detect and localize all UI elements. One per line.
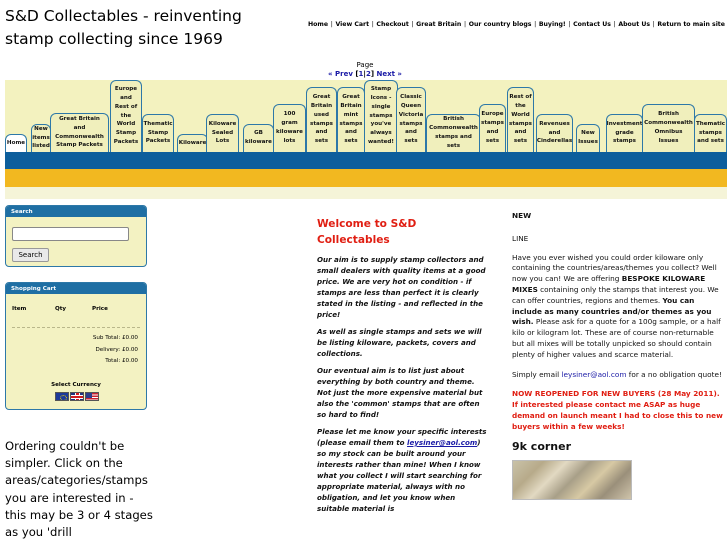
- site-title-line-1: S&D Collectables - reinventing: [5, 7, 242, 25]
- category-tab-revenues-and-cinderellas[interactable]: [536, 114, 573, 152]
- pager-prev-link[interactable]: « Prev: [328, 70, 353, 78]
- category-tab-label-line: Great: [312, 94, 331, 101]
- email-text: for a no obligation quote!: [626, 369, 722, 379]
- top-nav-link-great-britain[interactable]: Great Britain: [416, 21, 462, 28]
- top-nav-separator: |: [463, 21, 467, 28]
- category-tab-label-line: Commonwealth: [644, 120, 693, 127]
- site-title-line-2: stamp collecting since 1969: [5, 30, 223, 48]
- cart-sub-total: Sub Total: £0.00: [92, 335, 138, 341]
- category-tab-label-line: Rest of: [114, 103, 138, 110]
- site-title: [5, 5, 305, 51]
- welcome-paragraph: Our eventual aim is to list just about everything by both country and theme. Not just the more expensive material but also the 'common' stamps that are often so hard to find!: [317, 366, 483, 419]
- category-tab-label-line: Commonwealth: [55, 133, 104, 140]
- top-nav-link-about-us[interactable]: About Us: [618, 21, 651, 28]
- category-tab-label-line: and: [345, 129, 357, 136]
- category-tab-british-commonwealth-omnibus-issues[interactable]: [642, 104, 695, 152]
- search-button[interactable]: Search: [12, 248, 49, 262]
- category-tab-label-line: sets: [446, 142, 461, 149]
- pager-bracket: ]: [370, 70, 375, 78]
- category-tab-label-line: kiloware: [245, 139, 272, 145]
- shopping-cart-panel: [5, 282, 147, 410]
- category-tab-100-gram-kiloware-lots[interactable]: [273, 104, 306, 152]
- category-tab-label-line: Thematic: [695, 120, 726, 127]
- select-currency-label: Select Currency: [51, 382, 101, 388]
- category-tab-investment-grade-stamps[interactable]: [606, 114, 643, 152]
- category-tab-label-line: Stamp: [147, 129, 169, 136]
- email-link[interactable]: leysiner@aol.com: [407, 438, 478, 447]
- category-tab-label-line: stamps: [481, 120, 504, 127]
- category-tab-label-line: and sets: [697, 138, 724, 145]
- category-tab-label-line: stamps and: [435, 134, 472, 140]
- category-tab-label-line: gram: [281, 120, 298, 127]
- bespoke-paragraph: [512, 253, 724, 361]
- category-tab-label-line: Lots: [215, 138, 230, 145]
- top-nav-separator: |: [411, 21, 414, 28]
- category-tab-label-line: Stamp: [370, 86, 392, 93]
- 9k-corner-heading: 9k corner: [512, 439, 572, 453]
- bespoke-text-bold: BESPOKE KILOWARE MIXES: [512, 274, 706, 294]
- top-nav-link-contact-us[interactable]: Contact Us: [573, 21, 611, 28]
- stamps-photo: [512, 460, 632, 500]
- top-nav-separator: |: [568, 21, 571, 28]
- cart-total: Total: £0.00: [105, 358, 138, 364]
- category-tab-thematic-stamp-packets[interactable]: [142, 114, 174, 152]
- category-tab-label-line: and: [73, 124, 86, 131]
- category-tab-label-line: stamps: [613, 138, 636, 145]
- category-tab-label-line: grade: [615, 129, 634, 136]
- category-tab-label-line: Queen: [400, 102, 422, 109]
- bespoke-text-bold: You can include as many countries and/or themes as you wish.: [512, 295, 712, 327]
- category-tab-label-line: Kiloware: [178, 139, 207, 146]
- category-tab-label-line: stamps: [509, 120, 532, 127]
- email-paragraph: [512, 370, 724, 381]
- top-nav-separator: |: [652, 21, 655, 28]
- category-tab-label-line: stamps: [310, 120, 333, 127]
- cart-delivery: Delivery: £0.00: [95, 347, 138, 353]
- welcome-section: [317, 217, 489, 520]
- top-nav-link-our-country-blogs[interactable]: Our country blogs: [468, 21, 532, 28]
- category-tab-kiloware-sealed-lots[interactable]: [206, 114, 239, 152]
- category-tab-label-line: stamps: [399, 120, 423, 127]
- category-tab-label-line: 100: [283, 111, 296, 118]
- category-tab-label-line: listed: [32, 143, 50, 150]
- category-tab-label-line: Classic: [400, 94, 422, 101]
- welcome-title: Welcome to S&D Collectables: [317, 218, 417, 246]
- category-tab-bar: [5, 80, 727, 152]
- bespoke-text: Have you ever wished you could order kiloware only containing the countries/areas/themes you collect? Well now you can! We are offering: [512, 252, 717, 284]
- category-tab-label-line: New: [34, 125, 48, 132]
- email-link[interactable]: leysiner@aol.com: [561, 369, 627, 379]
- category-tab-classic-queen-victoria-stamps-and-sets[interactable]: [396, 87, 426, 152]
- category-tab-label-line: sets: [404, 138, 418, 145]
- category-tab-label-line: Europe: [114, 86, 138, 93]
- category-tab-label-line: Kiloware: [208, 120, 237, 127]
- uk-flag-icon[interactable]: [70, 392, 84, 401]
- category-tab-great-britain-mint-stamps-and-sets[interactable]: [337, 87, 365, 152]
- category-tab-label-line: you've: [370, 121, 392, 128]
- category-tab-great-britain-used-stamps-and-sets[interactable]: [306, 87, 337, 152]
- category-tab-label-line: GB: [254, 130, 263, 137]
- pager-label: Page: [356, 61, 374, 69]
- category-tab-label-line: Great Britain: [59, 115, 100, 122]
- category-tab-label-line: British: [443, 116, 464, 123]
- cart-divider: [12, 327, 140, 328]
- category-tab-rest-of-the-world-stamps-and-sets[interactable]: [507, 87, 534, 152]
- category-tab-label-line: stamps: [339, 120, 363, 127]
- pager-pipe: |: [363, 70, 366, 78]
- category-tab-label-line: always: [370, 130, 392, 137]
- category-tab-label-line: Britain: [340, 102, 362, 109]
- category-tab-label-line: kiloware: [276, 129, 303, 135]
- pager-next-link[interactable]: Next »: [376, 70, 402, 78]
- category-tab-label-line: and: [514, 129, 527, 136]
- category-tab-label-line: sets: [314, 138, 329, 145]
- category-tab-label-line: Cinderellas: [536, 138, 573, 145]
- top-nav: [308, 21, 725, 28]
- category-tab-label-line: World: [511, 111, 530, 118]
- category-tab-label-line: Investment: [606, 120, 643, 127]
- category-tab-label-line: and: [548, 129, 561, 136]
- welcome-paragraph: [317, 426, 489, 514]
- top-nav-link-checkout[interactable]: Checkout: [376, 21, 409, 28]
- cart-col-price: Price: [92, 306, 108, 312]
- category-tab-label-line: the: [515, 102, 526, 109]
- welcome-paragraph: As well as single stamps and sets we will be listing kiloware, packets, covers and collections.: [317, 327, 482, 358]
- category-tab-label-line: single: [371, 103, 391, 110]
- pager: [300, 61, 430, 79]
- category-tab-label-line: lots: [283, 137, 296, 144]
- category-tab-label-line: Sealed: [211, 129, 234, 136]
- category-tab-label-line: sets: [485, 137, 500, 144]
- new-label: NEW: [512, 211, 532, 220]
- category-tab-label-line: Stamp Packets: [56, 142, 103, 149]
- top-nav-separator: |: [371, 21, 374, 28]
- category-tab-stamp-icons-single-stamps-you-ve-always-wanted[interactable]: [364, 80, 398, 152]
- category-tab-great-britain-and-commonwealth-stamp-packets[interactable]: [50, 113, 109, 152]
- category-tab-thematic-stamps-and-sets[interactable]: [694, 114, 727, 152]
- category-tab-label-line: Rest of: [509, 94, 532, 101]
- category-tab-label-line: items: [32, 134, 50, 141]
- category-tab-label-line: British: [658, 111, 679, 118]
- header-yellow-band: [5, 169, 727, 187]
- top-nav-link-home[interactable]: Home: [308, 21, 329, 28]
- welcome-paragraph: Our aim is to supply stamp collectors and small dealers with quality items at a good price. We are very hot on condition - if stamps are less than perfect it is clearly stated in the listing - and reflected in the price!: [317, 255, 486, 319]
- line-label: LINE: [512, 233, 529, 243]
- welcome-text: ) so my stock can be built around your interests rather than mine! When I know what you collect I will start searching for appropriate material, always with no obligation, and let you know when suitable material is: [317, 438, 482, 513]
- category-tab-europe-and-rest-of-the-world-stamp-packets[interactable]: [110, 80, 142, 152]
- category-tab-label-line: New: [581, 130, 595, 137]
- top-nav-separator: |: [534, 21, 537, 28]
- search-input[interactable]: [12, 227, 129, 241]
- top-nav-link-buying[interactable]: Buying!: [538, 21, 566, 28]
- category-tab-label-line: and: [120, 95, 132, 101]
- us-flag-icon[interactable]: [85, 392, 99, 401]
- category-tab-new-items-listed[interactable]: [31, 124, 51, 152]
- search-panel-heading: Search: [6, 206, 146, 217]
- ordering-instructions: Ordering couldn't be simpler. Click on the areas/categories/stamps you are interested in - this may be 3 or 4 stages as you 'drill: [5, 439, 153, 540]
- category-tab-home[interactable]: [5, 134, 27, 152]
- euro-flag-icon[interactable]: [55, 392, 69, 401]
- pager-page-1-link[interactable]: 1: [358, 70, 364, 78]
- pager-page-2-link[interactable]: 2: [365, 70, 371, 78]
- category-tab-gb-kiloware[interactable]: [243, 124, 274, 152]
- header-blue-band: [5, 152, 727, 169]
- category-tab-label-line: Great: [342, 94, 360, 101]
- email-text: Simply email: [512, 369, 562, 379]
- category-tab-label-line: Icons -: [370, 95, 392, 101]
- category-tab-label-line: and: [486, 129, 499, 135]
- category-tab-label-line: Europe: [481, 111, 504, 118]
- cart-col-qty: Qty: [55, 306, 67, 312]
- category-tab-label-line: Packets: [113, 138, 139, 145]
- category-tab-label-line: World: [116, 121, 136, 128]
- category-tab-label-line: Revenues: [539, 120, 570, 127]
- search-panel: [5, 205, 147, 267]
- category-tab-label-line: Omnibus: [654, 129, 683, 135]
- category-tab-label-line: the: [120, 112, 132, 119]
- category-tab-label-line: Packets: [145, 138, 171, 145]
- top-nav-link-return-to-main-site[interactable]: Return to main site: [657, 21, 725, 28]
- category-tab-label-line: Thematic: [143, 120, 173, 127]
- category-tab-label-line: Issues: [578, 139, 598, 145]
- category-tab-label-line: Stamp: [115, 130, 137, 137]
- category-tab-label-line: mint: [343, 111, 359, 118]
- bespoke-kiloware-section: [512, 211, 724, 500]
- header-cream-band: [5, 187, 727, 199]
- shopping-cart-heading: Shopping Cart: [6, 283, 146, 294]
- bespoke-text: Please ask for a quote for a 100g sample, or a half kilo or kilogram lot. These are of course non-returnable but all mixes will be totally unpicked so should contain plenty of higher values and scarce material.: [512, 317, 721, 359]
- category-tab-label-line: Home: [6, 139, 26, 146]
- category-tab-british-commonwealth-stamps-and-sets[interactable]: [426, 114, 481, 152]
- category-tab-label-line: wanted!: [368, 138, 394, 145]
- category-tab-label-line: stamps: [369, 112, 393, 119]
- category-tab-label-line: sets: [513, 138, 528, 145]
- cart-col-item: Item: [12, 306, 27, 312]
- category-tab-label-line: and: [405, 129, 417, 136]
- category-tab-label-line: Britain: [310, 102, 333, 109]
- category-tab-label-line: used: [313, 111, 330, 118]
- category-tab-europe-stamps-and-sets[interactable]: [479, 104, 506, 152]
- category-tab-label-line: and: [315, 129, 328, 136]
- top-nav-link-view-cart[interactable]: View Cart: [335, 21, 370, 28]
- category-tab-label-line: Victoria: [398, 111, 424, 118]
- category-tab-label-line: Commonwealth: [429, 125, 478, 132]
- bespoke-text: containing only the stamps that interest you. We can offer countries, regions and themes.: [512, 284, 719, 305]
- top-nav-separator: |: [613, 21, 616, 28]
- category-tab-label-line: stamps: [699, 129, 722, 136]
- category-tab-label-line: Issues: [658, 137, 679, 144]
- category-tab-new-issues[interactable]: [576, 124, 600, 152]
- category-tab-kiloware[interactable]: [177, 134, 208, 152]
- category-tab-label-line: sets: [344, 138, 358, 145]
- pager-bracket: [: [355, 70, 359, 78]
- welcome-text: Please let me know your specific interests (please email them to: [317, 427, 487, 447]
- top-nav-separator: |: [330, 21, 333, 28]
- reopened-notice: NOW REOPENED FOR NEW BUYERS (28 May 2011). If interested please contact me ASAP as huge demand on launch meant I had to close this to new buyers within a few weeks!: [512, 389, 723, 431]
